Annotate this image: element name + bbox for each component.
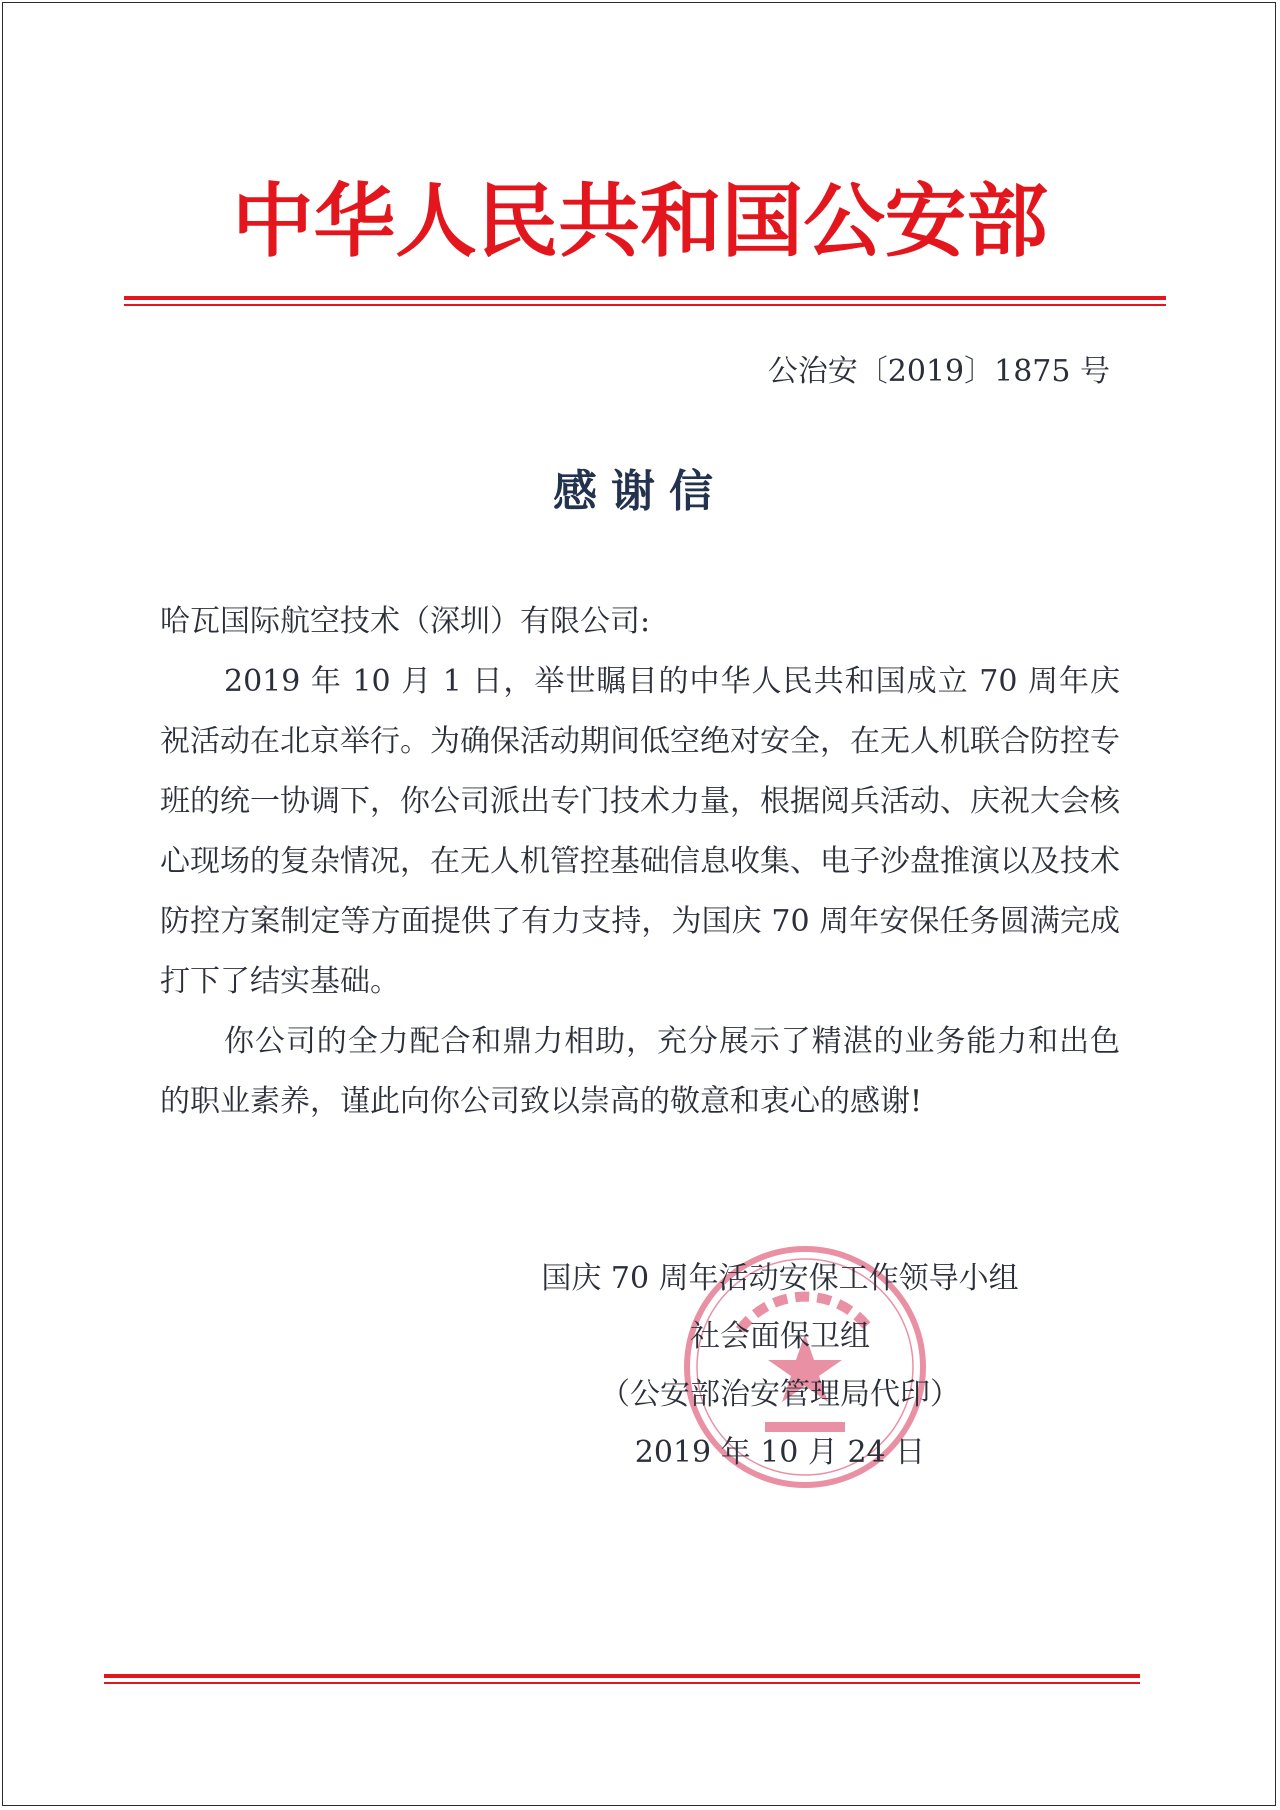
- signature-block: [500, 1250, 1060, 1482]
- letter-body: [160, 592, 1120, 1132]
- document-number: 公治安〔2019〕1875 号: [767, 354, 1110, 389]
- letter-title: 感谢信: [553, 466, 727, 517]
- letterhead-divider-thick: [124, 296, 1166, 300]
- signature-line-1: 国庆 70 周年活动安保工作领导小组: [541, 1261, 1019, 1296]
- footer-divider-thick: [104, 1674, 1140, 1678]
- footer-divider-thin: [104, 1682, 1140, 1684]
- signature-line-2: 社会面保卫组: [690, 1319, 870, 1354]
- letterhead-divider-thin: [124, 304, 1166, 306]
- signature-line-3: （公安部治安管理局代印）: [600, 1377, 960, 1412]
- body-paragraph-1: 2019 年 10 月 1 日，举世瞩目的中华人民共和国成立 70 周年庆祝活动在北京举行。为确保活动期间低空绝对安全，在无人机联合防控专班的统一协调下，你公司派出专门技术力量，根据阅兵活动、庆祝大会核心现场的复杂情况，在无人机管控基础信息收集、电子沙盘推演以及技术防控方案制定等方面提供了有力支持，为国庆 70 周年安保任务圆满完成打下了结实基础。: [160, 664, 1120, 999]
- letterhead-title: 中华人民共和国公安部: [232, 175, 1048, 268]
- body-paragraph-2: 你公司的全力配合和鼎力相助，充分展示了精湛的业务能力和出色的职业素养，谨此向你公司致以崇高的敬意和衷心的感谢!: [160, 1024, 1120, 1119]
- signature-date: 2019 年 10 月 24 日: [634, 1435, 926, 1470]
- recipient-line: 哈瓦国际航空技术（深圳）有限公司:: [160, 604, 651, 639]
